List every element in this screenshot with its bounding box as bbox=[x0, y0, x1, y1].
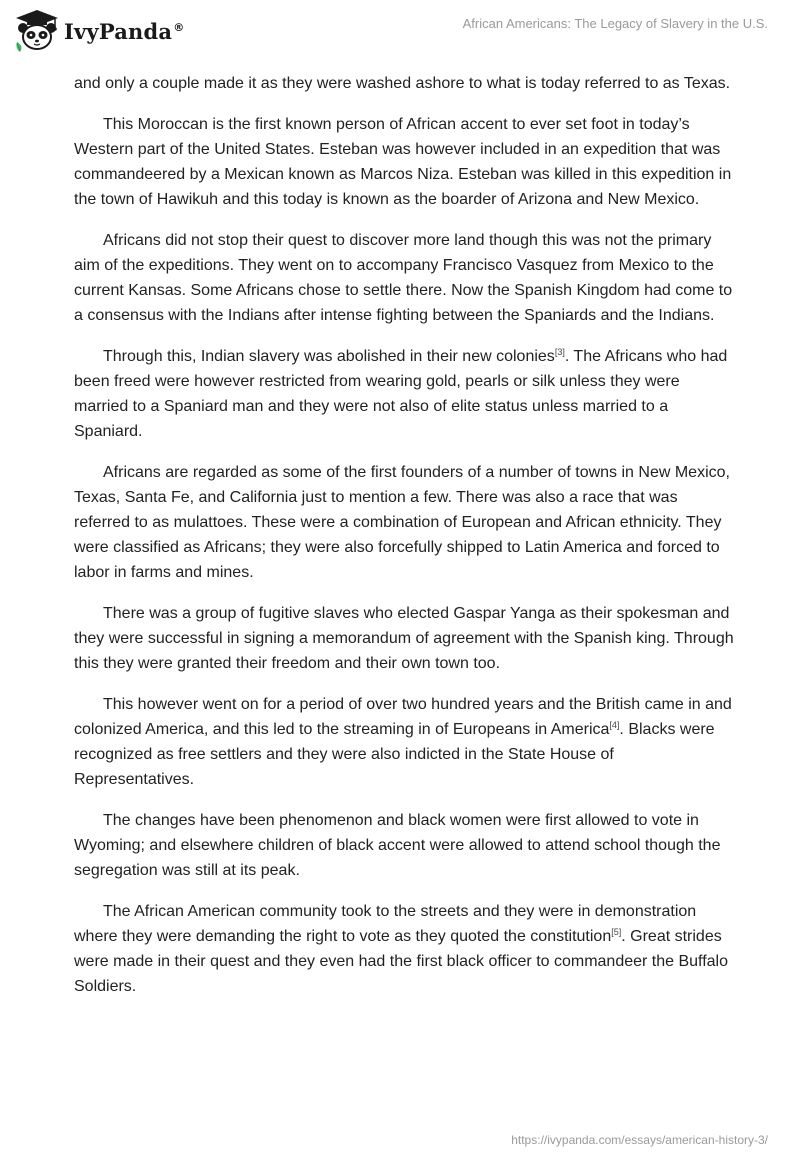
panda-graduate-icon bbox=[14, 8, 60, 54]
page-header bbox=[0, 0, 800, 70]
brand-name: IvyPanda® bbox=[64, 18, 185, 44]
source-url[interactable]: https://ivypanda.com/essays/american-history-3/ bbox=[511, 1133, 768, 1147]
essay-body bbox=[74, 71, 734, 1015]
footnote-ref-4[interactable]: [4] bbox=[609, 720, 620, 730]
paragraph-7: This however went on for a period of over two hundred years and the British came in and colonized America, and this led to the streaming in of Europeans in America[4]. Blacks were recognized as free settlers and they were also indicted in the State House of Representatives. bbox=[74, 696, 732, 788]
paragraph-5: Africans are regarded as some of the first founders of a number of towns in New Mexico, Texas, Santa Fe, and California just to mention a few. There was also a race that was referred to as mulattoes. These were a combination of European and African ethnicity. They were classified as Africans; they were also forcefully shipped to Latin America and forced to labor in farms and mines. bbox=[74, 464, 730, 581]
document-title: African Americans: The Legacy of Slavery in the U.S. bbox=[462, 16, 768, 31]
paragraph-2: This Moroccan is the first known person of African accent to ever set foot in today’s Western part of the United States. Esteban was however included in an expedition that was commandeered by a Mexican known as Marcos Niza. Esteban was killed in this expedition in the town of Hawikuh and this today is known as the boarder of Arizona and New Mexico. bbox=[74, 116, 732, 208]
paragraph-4: Through this, Indian slavery was abolished in their new colonies[3]. The Africans who had been freed were however restricted from wearing gold, pearls or silk unless they were married to a Spaniard man and they were not also of elite status unless married to a Spaniard. bbox=[74, 347, 728, 440]
paragraph-9: The African American community took to the streets and they were in demonstration where they were demanding the right to vote as they quoted the constitution[5]. Great strides were made in their quest and they even had the first black officer to commandeer the Buffalo Soldiers. bbox=[74, 903, 729, 995]
ivypanda-logo[interactable] bbox=[14, 8, 184, 54]
paragraph-8: The changes have been phenomenon and black women were first allowed to vote in Wyoming; and elsewhere children of black accent were allowed to attend school though the segregation was still at its peak. bbox=[74, 812, 721, 879]
paragraph-6: There was a group of fugitive slaves who elected Gaspar Yanga as their spokesman and they were successful in signing a memorandum of agreement with the Spanish king. Through this they were granted their freedom and their own town too. bbox=[74, 605, 734, 672]
footnote-ref-3[interactable]: [3] bbox=[554, 347, 565, 357]
paragraph-1: and only a couple made it as they were washed ashore to what is today referred to as Texas. bbox=[74, 75, 731, 92]
paragraph-3: Africans did not stop their quest to discover more land though this was not the primary aim of the expeditions. They went on to accompany Francisco Vasquez from Mexico to the current Kansas. Some Africans chose to settle there. Now the Spanish Kingdom had come to a consensus with the Indians after intense fighting between the Spaniards and the Indians. bbox=[74, 232, 733, 324]
footnote-ref-5[interactable]: [5] bbox=[611, 927, 622, 937]
